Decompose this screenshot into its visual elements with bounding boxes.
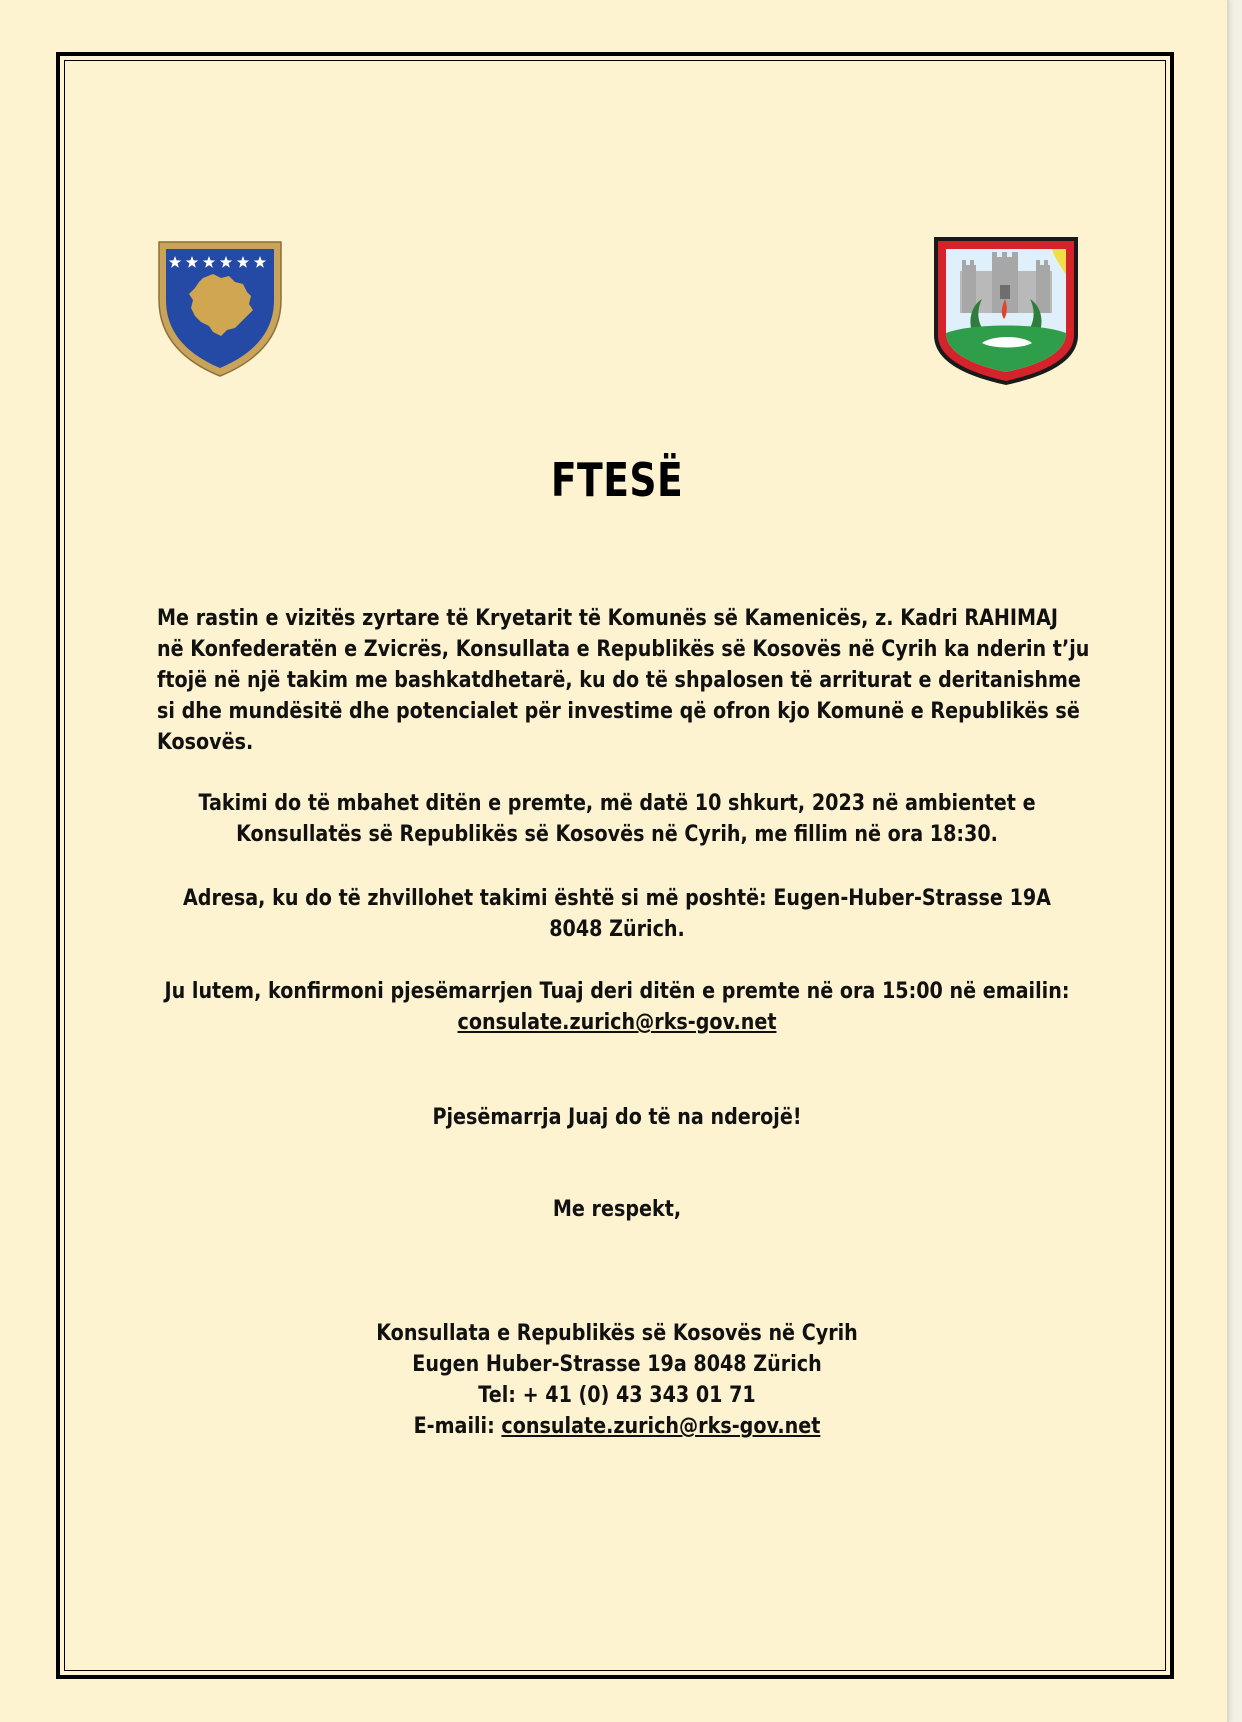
regards-line: Me respekt,	[552, 1196, 682, 1222]
address-line: Adresa, ku do të zhvillohet takimi është si më poshtë: Eugen-Huber-Strasse 19A	[182, 885, 1051, 911]
kosovo-coat-of-arms-icon	[155, 238, 285, 380]
confirm-email-link[interactable]: consulate.zurich@rks-gov.net	[457, 1009, 777, 1035]
signature-tel: Tel: + 41 (0) 43 343 01 71	[478, 1382, 756, 1408]
signature-email-link[interactable]: consulate.zurich@rks-gov.net	[501, 1413, 821, 1439]
page-title: FTESË	[550, 453, 684, 507]
signature-address: Eugen Huber-Strasse 19a 8048 Zürich	[412, 1351, 822, 1377]
confirm-paragraph	[5, 976, 1229, 1038]
kamenica-municipality-emblem-icon	[932, 235, 1080, 387]
address-line: 8048 Zürich.	[549, 916, 685, 942]
intro-line: Me rastin e vizitës zyrtare të Kryetarit të Komunës së Kamenicës, z. Kadri RAHIMAJ	[157, 605, 1058, 631]
intro-line: si dhe mundësitë dhe potencialet për investime që ofron kjo Komunë e Republikës së	[157, 698, 1080, 724]
closing-line: Pjesëmarrja Juaj do të na nderojë!	[432, 1104, 802, 1130]
intro-line: në Konfederatën e Zvicrës, Konsullata e Republikës së Kosovës në Cyrih ka nderin t’ju	[157, 636, 1090, 662]
address-paragraph	[5, 883, 1229, 945]
signature-email-label: E-maili:	[413, 1413, 502, 1439]
confirm-email-line	[5, 1007, 1229, 1038]
intro-line: ftojë në një takim me bashkatdhetarë, ku do të shpalosen të arriturat e deritanishme	[157, 667, 1081, 693]
intro-paragraph	[157, 603, 1090, 758]
confirm-text: Ju lutem, konfirmoni pjesëmarrjen Tuaj deri ditën e premte në ora 15:00 në emailin:	[164, 978, 1070, 1004]
meeting-line: Konsullatës së Republikës së Kosovës në Cyrih, me fillim në ora 18:30.	[236, 821, 998, 847]
meeting-paragraph	[5, 788, 1229, 850]
meeting-line: Takimi do të mbahet ditën e premte, më datë 10 shkurt, 2023 në ambientet e	[198, 790, 1036, 816]
signature-org: Konsullata e Republikës së Kosovës në Cyrih	[376, 1320, 858, 1346]
signature-email-line	[5, 1411, 1229, 1442]
intro-line: Kosovës.	[157, 729, 254, 755]
signature-block	[5, 1318, 1229, 1442]
